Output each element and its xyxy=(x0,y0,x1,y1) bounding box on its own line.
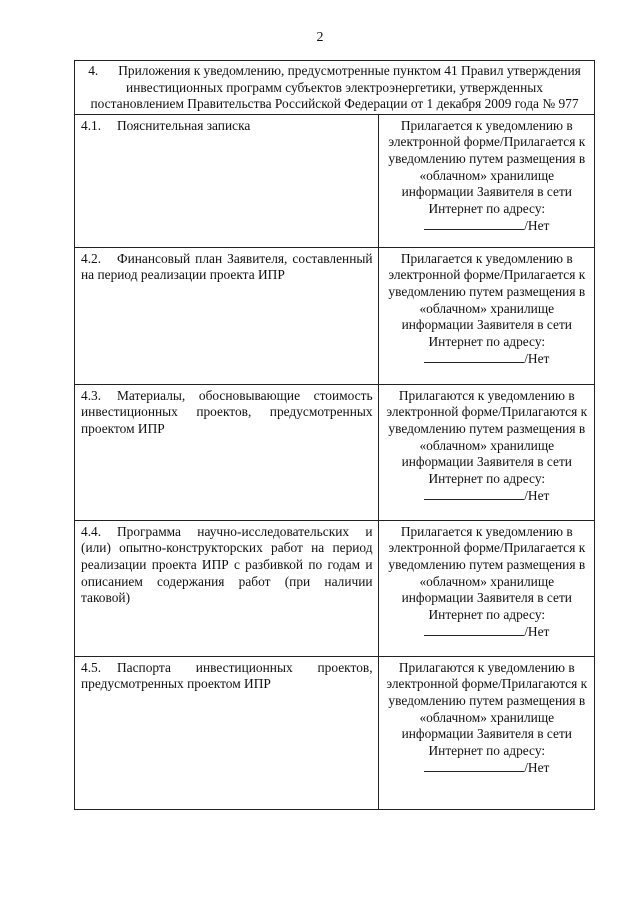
table-row xyxy=(75,656,595,809)
section-header-cell xyxy=(75,61,595,115)
section-header-row xyxy=(75,61,595,115)
section-number: 4. xyxy=(88,63,99,78)
attachment-text: Прилагаются к уведомлению в электронной форме/Прилагаются к уведомлению путем размещения в «облачном» хранилище информации Заявителя в сети Интернет по адресу: xyxy=(386,387,588,486)
address-blank-line xyxy=(424,217,524,230)
item-number: 4.3. xyxy=(81,387,102,403)
attachment-suffix: /Нет xyxy=(524,351,550,367)
attachment-text: Прилагается к уведомлению в электронной форме/Прилагается к уведомлению путем размещения в «облачном» хранилище информации Заявителя в сети Интернет по адресу: xyxy=(388,523,586,622)
item-name: Программа научно-исследовательских и (или) опытно-конструкторских работ на период реализации проекта ИПР с разбивкой по годам и описанием содержания работ (при наличии таковой) xyxy=(81,523,373,606)
address-blank-line xyxy=(424,487,524,500)
item-number: 4.5. xyxy=(81,659,102,675)
item-name-cell xyxy=(75,114,379,247)
attachment-suffix: /Нет xyxy=(524,488,550,504)
attachment-cell xyxy=(378,114,594,247)
address-blank-line xyxy=(424,350,524,363)
address-blank-line xyxy=(424,759,524,772)
attachment-cell xyxy=(378,656,594,809)
attachment-cell xyxy=(378,384,594,520)
table-row xyxy=(75,520,595,656)
address-blank-line xyxy=(424,623,524,636)
table-row xyxy=(75,384,595,520)
item-name: Материалы, обосновывающие стоимость инвестиционных проектов, предусмотренных проектом ИПР xyxy=(81,387,373,436)
section-title: Приложения к уведомлению, предусмотренные пунктом 41 Правил утверждения инвестиционных программ субъектов электроэнергетики, утвержденных постановлением Правительства Российской Федерации от 1 декабря 2009 года № 977 xyxy=(90,63,581,112)
item-number: 4.4. xyxy=(81,523,102,539)
attachment-text: Прилагается к уведомлению в электронной форме/Прилагается к уведомлению путем размещения в «облачном» хранилище информации Заявителя в сети Интернет по адресу: xyxy=(388,117,586,216)
item-name-cell xyxy=(75,656,379,809)
item-name: Пояснительная записка xyxy=(117,117,251,133)
attachment-suffix: /Нет xyxy=(524,624,550,640)
item-number: 4.1. xyxy=(81,117,102,133)
item-name: Финансовый план Заявителя, составленный на период реализации проекта ИПР xyxy=(81,250,373,283)
page-number: 2 xyxy=(316,30,324,45)
attachment-text: Прилагаются к уведомлению в электронной форме/Прилагаются к уведомлению путем размещения в «облачном» хранилище информации Заявителя в сети Интернет по адресу: xyxy=(386,659,588,758)
table-row xyxy=(75,247,595,384)
attachment-suffix: /Нет xyxy=(524,760,550,776)
table-row xyxy=(75,114,595,247)
item-name-cell xyxy=(75,384,379,520)
attachment-cell xyxy=(378,247,594,384)
item-name-cell xyxy=(75,520,379,656)
item-number: 4.2. xyxy=(81,250,102,266)
attachment-suffix: /Нет xyxy=(524,218,550,234)
attachments-table xyxy=(74,60,595,810)
attachment-text: Прилагается к уведомлению в электронной форме/Прилагается к уведомлению путем размещения в «облачном» хранилище информации Заявителя в сети Интернет по адресу: xyxy=(388,250,586,349)
attachment-cell xyxy=(378,520,594,656)
item-name-cell xyxy=(75,247,379,384)
item-name: Паспорта инвестиционных проектов, предусмотренных проектом ИПР xyxy=(81,659,373,692)
